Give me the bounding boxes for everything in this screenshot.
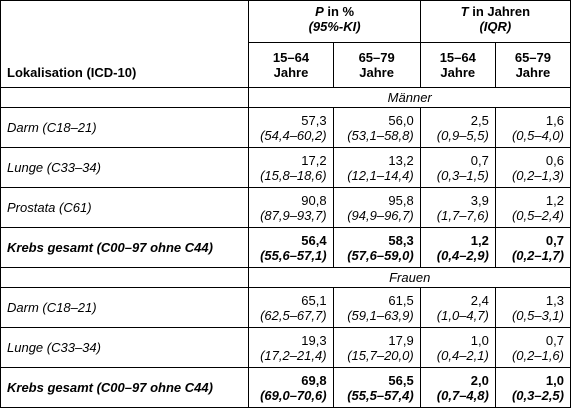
value-cell (420, 328, 495, 368)
point-estimate: 0,7 (545, 232, 564, 248)
interval: (0,9–5,5) (436, 127, 489, 143)
table-row (1, 108, 571, 148)
interval: (12,1–14,4) (347, 167, 414, 183)
point-estimate: 90,8 (301, 192, 327, 208)
age-group-header (249, 43, 333, 88)
interval: (0,5–3,1) (511, 307, 564, 323)
value-cell (420, 188, 495, 228)
point-estimate: 13,2 (388, 152, 414, 168)
section-label: Männer (249, 88, 571, 108)
value-cell (249, 108, 333, 148)
value-cell (420, 108, 495, 148)
value-cell (333, 188, 420, 228)
t-unit: in Jahren (468, 4, 531, 19)
point-estimate: 1,2 (545, 192, 564, 208)
value-cell (495, 368, 570, 408)
point-estimate: 2,4 (470, 292, 489, 308)
column-header-location (1, 1, 249, 88)
t-symbol: T (460, 4, 469, 19)
interval: (62,5–67,7) (260, 307, 327, 323)
section-header-row (1, 268, 571, 288)
interval: (69,0–70,6) (260, 387, 327, 403)
interval: (94,9–96,7) (347, 207, 414, 223)
age-group-header (333, 43, 420, 88)
section-header-row (1, 88, 571, 108)
interval: (0,2–1,7) (511, 247, 564, 263)
column-header-t (420, 1, 570, 43)
row-location-name: Darm (C18–21) (1, 108, 249, 148)
point-estimate: 0,7 (470, 152, 489, 168)
value-cell (420, 368, 495, 408)
interval: (57,6–59,0) (347, 247, 414, 263)
interval: (55,5–57,4) (347, 387, 414, 403)
value-cell (420, 288, 495, 328)
interval: (59,1–63,9) (347, 307, 414, 323)
p-subtitle: (95%-KI) (308, 19, 361, 34)
interval: (1,7–7,6) (436, 207, 489, 223)
point-estimate: 56,4 (301, 232, 327, 248)
point-estimate: 56,0 (388, 112, 414, 128)
interval: (0,3–2,5) (511, 387, 564, 403)
table-row-total (1, 228, 571, 268)
location-label: Lokalisation (ICD-10) (7, 65, 137, 80)
row-location-name: Krebs gesamt (C00–97 ohne C44) (1, 368, 249, 408)
p-unit: in % (323, 4, 355, 19)
point-estimate: 58,3 (388, 232, 414, 248)
interval: (0,2–1,6) (511, 347, 564, 363)
interval: (0,4–2,9) (436, 247, 489, 263)
age-unit: Jahre (515, 65, 551, 80)
section-label: Frauen (249, 268, 571, 288)
value-cell (249, 368, 333, 408)
value-cell (495, 328, 570, 368)
row-location-name: Lunge (C33–34) (1, 148, 249, 188)
value-cell (249, 328, 333, 368)
interval: (55,6–57,1) (260, 247, 327, 263)
row-location-name: Krebs gesamt (C00–97 ohne C44) (1, 228, 249, 268)
row-location-name: Prostata (C61) (1, 188, 249, 228)
value-cell (249, 228, 333, 268)
point-estimate: 69,8 (301, 372, 327, 388)
interval: (15,8–18,6) (260, 167, 327, 183)
interval: (1,0–4,7) (436, 307, 489, 323)
interval: (0,7–4,8) (436, 387, 489, 403)
value-cell (249, 288, 333, 328)
value-cell (333, 328, 420, 368)
interval: (0,2–1,3) (511, 167, 564, 183)
interval: (0,5–2,4) (511, 207, 564, 223)
section-header-spacer (1, 268, 249, 288)
table-row (1, 288, 571, 328)
row-location-name: Darm (C18–21) (1, 288, 249, 328)
value-cell (495, 228, 570, 268)
value-cell (333, 368, 420, 408)
value-cell (495, 148, 570, 188)
p-symbol: P (315, 4, 324, 19)
age-unit: Jahre (359, 65, 394, 80)
table-body (1, 88, 571, 408)
point-estimate: 3,9 (470, 192, 489, 208)
point-estimate: 1,0 (470, 332, 489, 348)
interval: (87,9–93,7) (260, 207, 327, 223)
table-row-total (1, 368, 571, 408)
table-row (1, 148, 571, 188)
value-cell (495, 288, 570, 328)
section-header-spacer (1, 88, 249, 108)
interval: (15,7–20,0) (347, 347, 414, 363)
point-estimate: 2,0 (470, 372, 489, 388)
age-range: 65–79 (358, 50, 395, 65)
age-group-header (420, 43, 495, 88)
value-cell (333, 228, 420, 268)
value-cell (333, 108, 420, 148)
interval: (53,1–58,8) (347, 127, 414, 143)
point-estimate: 1,0 (545, 372, 564, 388)
value-cell (420, 148, 495, 188)
age-unit: Jahre (440, 65, 476, 80)
point-estimate: 1,3 (545, 292, 564, 308)
value-cell (249, 148, 333, 188)
age-group-header (495, 43, 570, 88)
age-range: 15–64 (439, 50, 476, 65)
point-estimate: 61,5 (388, 292, 414, 308)
point-estimate: 57,3 (301, 112, 327, 128)
point-estimate: 19,3 (301, 332, 327, 348)
interval: (17,2–21,4) (260, 347, 327, 363)
point-estimate: 0,7 (545, 332, 564, 348)
interval: (0,5–4,0) (511, 127, 564, 143)
interval: (0,4–2,1) (436, 347, 489, 363)
column-header-p (249, 1, 420, 43)
value-cell (420, 228, 495, 268)
value-cell (495, 108, 570, 148)
point-estimate: 65,1 (301, 292, 327, 308)
value-cell (333, 148, 420, 188)
point-estimate: 1,6 (545, 112, 564, 128)
header-row-metrics (1, 1, 571, 43)
point-estimate: 0,6 (545, 152, 564, 168)
value-cell (249, 188, 333, 228)
point-estimate: 95,8 (388, 192, 414, 208)
value-cell (495, 188, 570, 228)
table-row (1, 328, 571, 368)
point-estimate: 56,5 (388, 372, 414, 388)
point-estimate: 1,2 (470, 232, 489, 248)
value-cell (333, 288, 420, 328)
table-row (1, 188, 571, 228)
age-range: 15–64 (272, 50, 310, 65)
point-estimate: 17,9 (388, 332, 414, 348)
age-range: 65–79 (514, 50, 551, 65)
point-estimate: 17,2 (301, 152, 327, 168)
age-unit: Jahre (273, 65, 309, 80)
interval: (0,3–1,5) (436, 167, 489, 183)
point-estimate: 2,5 (470, 112, 489, 128)
interval: (54,4–60,2) (260, 127, 327, 143)
row-location-name: Lunge (C33–34) (1, 328, 249, 368)
t-subtitle: (IQR) (479, 19, 512, 34)
